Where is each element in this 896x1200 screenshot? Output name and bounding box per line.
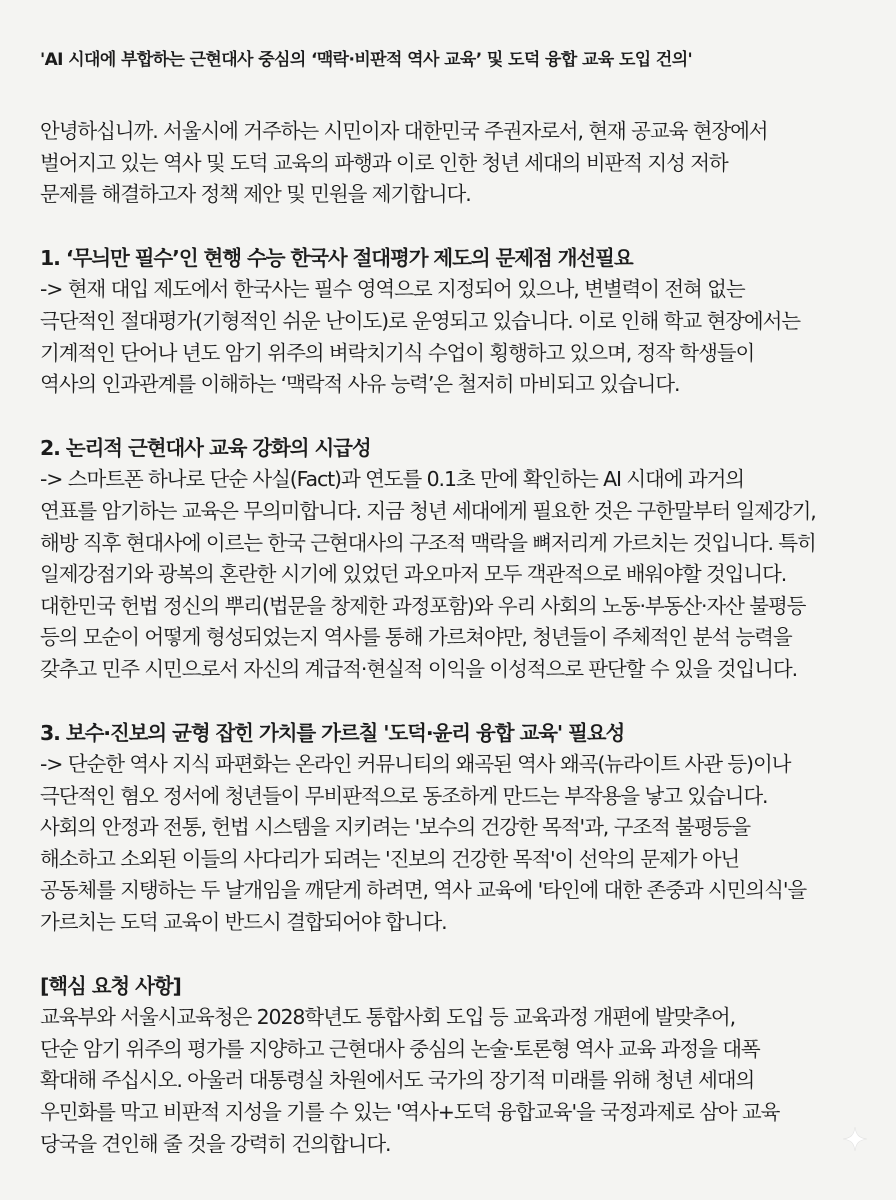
section-line: 사회의 안정과 전통, 헌법 시스템을 지키려는 '보수의 건강한 목적'과, 구조적 불평등을 — [40, 815, 750, 840]
section-heading: [핵심 요청 사항] — [40, 973, 181, 998]
document — [40, 48, 880, 1192]
intro-line: 벌어지고 있는 역사 및 도덕 교육의 파행과 이로 인한 청년 세대의 비판적 지성 저하 — [40, 150, 728, 175]
section-3 — [40, 718, 880, 939]
section-heading: 1. ‘무늬만 필수’인 현행 수능 한국사 절대평가 제도의 문제점 개선필요 — [40, 245, 633, 270]
section-line: 해방 직후 현대사에 이르는 한국 근현대사의 구조적 맥락을 뼈저리게 가르치는 것입니다. 특히 — [40, 530, 816, 555]
section-line: 연표를 암기하는 교육은 무의미합니다. 지금 청년 세대에게 필요한 것은 구한말부터 일제강기, — [40, 498, 816, 523]
section-line: 확대해 주십시오. 아울러 대통령실 차원에서도 국가의 장기적 미래를 위해 청년 세대의 — [40, 1068, 755, 1093]
section-line: 우민화를 막고 비판적 지성을 기를 수 있는 '역사+도덕 융합교육'을 국정과제로 삼아 교육 — [40, 1100, 780, 1125]
section-line: 일제강점기와 광복의 혼란한 시기에 있었던 과오마저 모두 객관적으로 배워야할 것입니다. — [40, 562, 787, 587]
section-heading: 2. 논리적 근현대사 교육 강화의 시급성 — [40, 435, 371, 460]
section-2 — [40, 433, 880, 686]
section-line: 대한민국 헌법 정신의 뿌리(법문을 창제한 과정포함)와 우리 사회의 노동·부동산·자산 불평등 — [40, 593, 806, 618]
intro-line: 안녕하십니까. 서울시에 거주하는 시민이자 대한민국 주권자로서, 현재 공교육 현장에서 — [40, 119, 768, 143]
key-requests — [40, 971, 880, 1161]
intro-paragraph — [40, 116, 880, 211]
section-line: 갖추고 민주 시민으로서 자신의 계급적·현실적 이익을 이성적으로 판단할 수 있을 것입니다. — [40, 656, 798, 681]
sparkle-icon — [842, 1126, 868, 1152]
section-line: 가르치는 도덕 교육이 반드시 결합되어야 합니다. — [40, 910, 447, 935]
section-line: 극단적인 절대평가(기형적인 쉬운 난이도)로 운영되고 있습니다. 이로 인해 학교 현장에서는 — [40, 308, 800, 333]
section-line: 극단적인 혐오 정서에 청년들이 무비판적으로 동조하게 만드는 부작용을 낳고 있습니다. — [40, 783, 768, 808]
section-line: -> 현재 대입 제도에서 한국사는 필수 영역으로 지정되어 있으나, 변별력이 전혀 없는 — [40, 277, 745, 302]
section-line: 등의 모순이 어떻게 형성되었는지 역사를 통해 가르쳐야만, 청년들이 주체적인 분석 능력을 — [40, 625, 792, 650]
section-line: 교육부와 서울시교육청은 2028학년도 통합사회 도입 등 교육과정 개편에 발맞추어, — [40, 1005, 736, 1030]
section-line: 당국을 견인해 줄 것을 강력히 건의합니다. — [40, 1131, 391, 1156]
section-line: -> 스마트폰 하나로 단순 사실(Fact)과 연도를 0.1초 만에 확인하는 AI 시대에 과거의 — [40, 467, 744, 492]
document-title: 'AI 시대에 부합하는 근현대사 중심의 ‘맥락·비판적 역사 교육’ 및 도덕 융합 교육 도입 건의' — [40, 50, 693, 70]
section-line: 단순 암기 위주의 평가를 지양하고 근현대사 중심의 논술·토론형 역사 교육 과정을 대폭 — [40, 1036, 760, 1061]
section-line: -> 단순한 역사 지식 파편화는 온라인 커뮤니티의 왜곡된 역사 왜곡(뉴라이트 사관 등)이나 — [40, 752, 791, 777]
section-line: 역사의 인과관계를 이해하는 ‘맥락적 사유 능력’은 철저히 마비되고 있습니다. — [40, 372, 680, 397]
section-line: 공동체를 지탱하는 두 날개임을 깨닫게 하려면, 역사 교육에 '타인에 대한 존중과 시민의식'을 — [40, 878, 807, 903]
intro-line: 문제를 해결하고자 정책 제안 및 민원을 제기합니다. — [40, 182, 471, 207]
section-line: 기계적인 단어나 년도 암기 위주의 벼락치기식 수업이 횡행하고 있으며, 정작 학생들이 — [40, 340, 755, 365]
section-1 — [40, 243, 880, 401]
section-heading: 3. 보수·진보의 균형 잡힌 가치를 가르칠 '도덕·윤리 융합 교육' 필요성 — [40, 720, 625, 745]
section-line: 해소하고 소외된 이들의 사다리가 되려는 '진보의 건강한 목적'이 선악의 문제가 아닌 — [40, 846, 740, 871]
